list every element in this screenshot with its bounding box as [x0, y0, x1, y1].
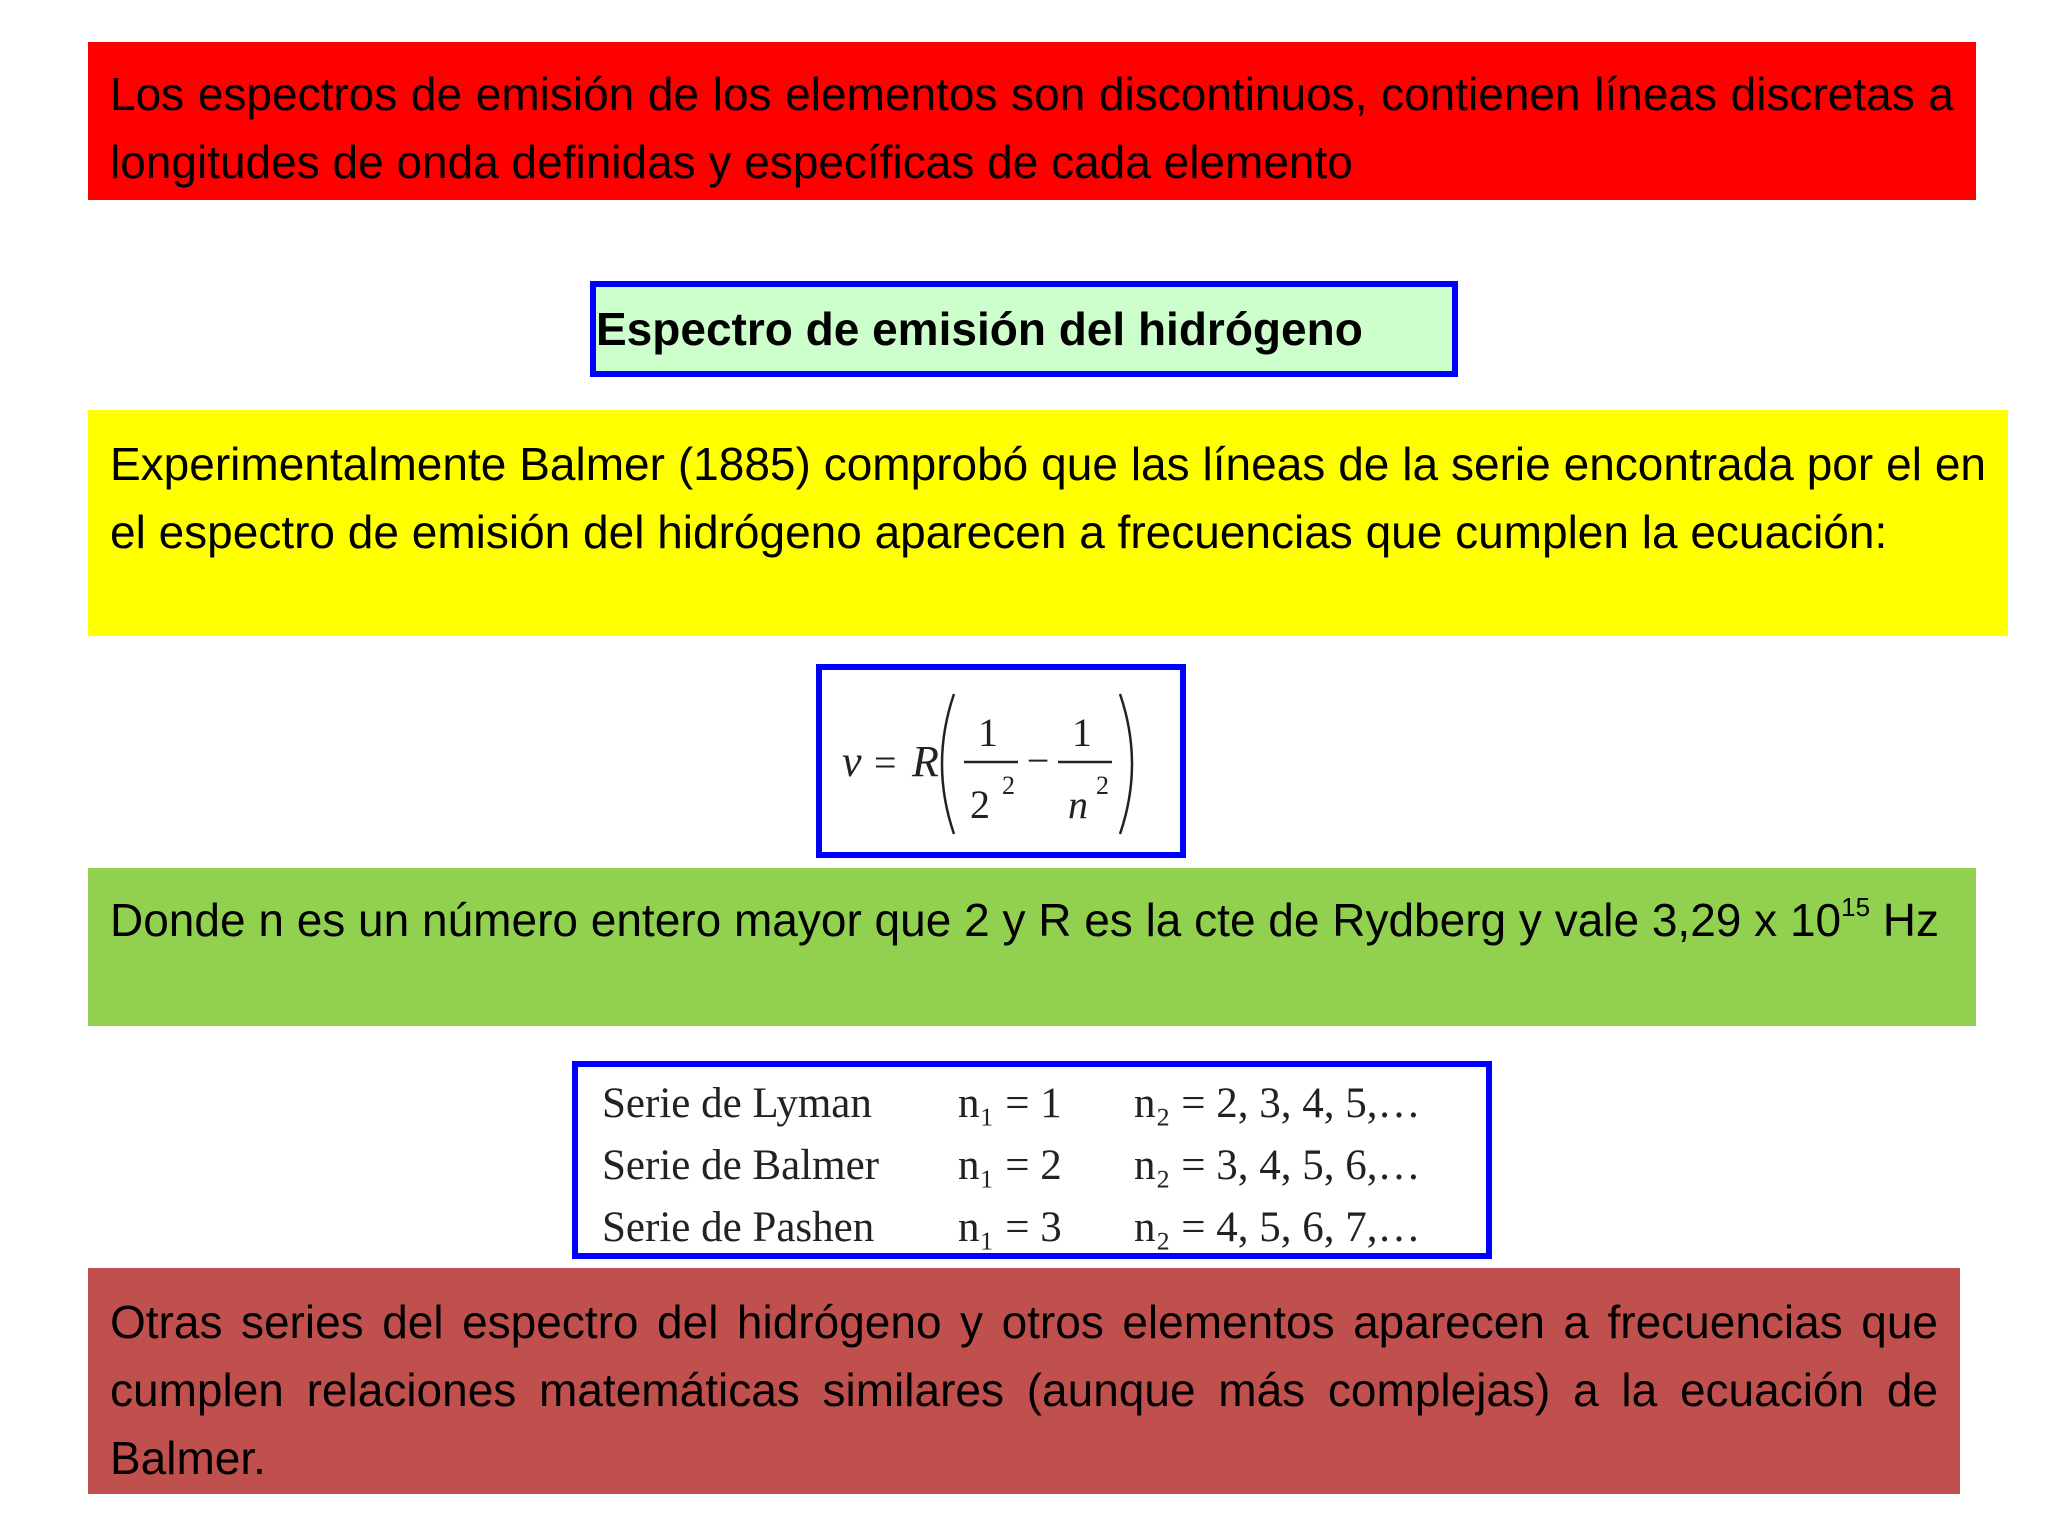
formula-equals: = [874, 740, 897, 785]
formula-nu: ν [842, 737, 862, 786]
formula-minus: − [1026, 738, 1050, 783]
rydberg-text-main: Donde n es un número entero mayor que 2 y R es la cte de Rydberg y vale 3,29 x 10 [110, 894, 1842, 946]
term1-exponent: 2 [1002, 771, 1015, 800]
rydberg-paragraph [88, 868, 1976, 1026]
series-row-balmer [602, 1135, 1486, 1197]
section-title: Espectro de emisión del hidrógeno [590, 281, 1458, 377]
series-n2: n₂ = 2, 3, 4, 5,… [1134, 1080, 1421, 1127]
intro-paragraph: Los espectros de emisión de los elementos son discontinuos, contienen líneas discretas a longitudes de onda definidas y específicas de cada elemento [88, 42, 1976, 200]
right-paren [1120, 694, 1132, 834]
formula-graphic [822, 670, 1180, 852]
term1-numerator: 1 [978, 710, 998, 755]
term2-exponent: 2 [1096, 771, 1109, 800]
formula-r: R [912, 737, 939, 786]
balmer-formula [816, 664, 1186, 858]
term2-numerator: 1 [1072, 710, 1092, 755]
term2-denominator: n [1068, 782, 1088, 827]
rydberg-unit: Hz [1870, 894, 1940, 946]
other-series-paragraph: Otras series del espectro del hidrógeno y otros elementos aparecen a frecuencias que cumplen relaciones matemáticas similares (aunque más complejas) a la ecuación de Balmer. [88, 1268, 1960, 1494]
series-name: Serie de Pashen [602, 1204, 875, 1251]
left-paren [942, 694, 954, 834]
rydberg-exponent: 15 [1841, 892, 1871, 922]
series-n1: n₁ = 3 [958, 1204, 1062, 1251]
series-row-lyman [602, 1073, 1486, 1135]
series-n1: n₁ = 1 [958, 1080, 1062, 1127]
series-n2: n₂ = 3, 4, 5, 6,… [1134, 1142, 1421, 1189]
series-n1: n₁ = 2 [958, 1142, 1062, 1189]
series-name: Serie de Balmer [602, 1142, 880, 1189]
series-name: Serie de Lyman [602, 1080, 872, 1127]
series-table [572, 1061, 1492, 1259]
series-row-pashen [602, 1197, 1486, 1259]
term1-denominator: 2 [970, 782, 990, 827]
series-n2: n₂ = 4, 5, 6, 7,… [1134, 1204, 1421, 1251]
balmer-paragraph: Experimentalmente Balmer (1885) comprobó que las líneas de la serie encontrada por el en el espectro de emisión del hidrógeno aparecen a frecuencias que cumplen la ecuación: [88, 410, 2008, 636]
